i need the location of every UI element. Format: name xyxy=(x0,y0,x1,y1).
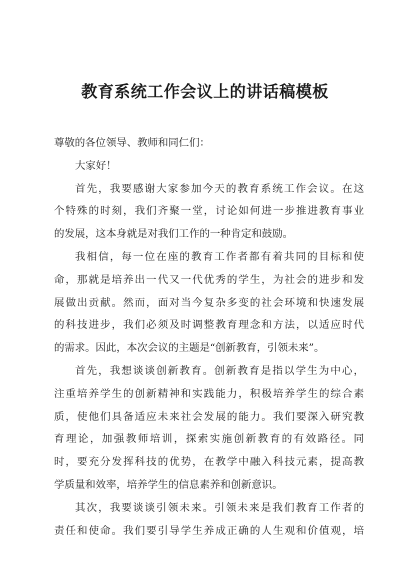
paragraph-2-line-4: 的科技进步，我们必须及时调整教育理念和方法，以适应时代 xyxy=(54,319,364,332)
paragraph-2-line-1: 我相信，每一位在座的教育工作者都有着共同的目标和使 xyxy=(75,250,364,263)
paragraph-1-line-3: 的发展，这本身就是对我们工作的一种肯定和鼓励。 xyxy=(54,228,293,241)
paragraph-3-line-3: 质，使他们具备适应未来社会发展的能力。我们要深入研究教 xyxy=(54,410,364,423)
paragraph-3-line-6: 学质量和效率，培养学生的信息素养和创新意识。 xyxy=(54,478,283,491)
paragraph-3-line-5: 时，要充分发挥科技的优势，在教学中融入科技元素，提高教 xyxy=(54,456,364,469)
paragraph-1-line-2: 个特殊的时刻，我们齐聚一堂，讨论如何进一步推进教育事业 xyxy=(54,205,364,218)
paragraph-3-line-4: 育理论，加强教师培训，探索实施创新教育的有效路径。同 xyxy=(54,433,364,446)
paragraph-2-line-2: 命，那就是培养出一代又一代优秀的学生，为社会的进步和发 xyxy=(54,273,364,286)
salutation: 尊敬的各位领导、教师和同仁们： xyxy=(54,137,210,149)
paragraph-4-line-1: 其次，我要谈谈引领未来。引领未来是我们教育工作者的 xyxy=(75,501,364,514)
paragraph-3-line-1: 首先，我想谈谈创新教育。创新教育是指以学生为中心， xyxy=(75,364,364,377)
paragraph-4-line-2: 责任和使命。我们要引导学生养成正确的人生观和价值观，培 xyxy=(54,524,364,537)
paragraph-3-line-2: 注重培养学生的创新精神和实践能力，积极培养学生的综合素 xyxy=(54,387,364,400)
document-body xyxy=(54,132,364,542)
document-title: 教育系统工作会议上的讲话稿模板 xyxy=(81,82,329,101)
greeting: 大家好！ xyxy=(75,159,117,172)
paragraph-2-line-3: 展做出贡献。然而，面对当今复杂多变的社会环境和快速发展 xyxy=(54,296,364,309)
paragraph-2-line-5: 的需求。因此，本次会议的主题是“创新教育，引领未来”。 xyxy=(54,342,325,355)
paragraph-1-line-1: 首先，我要感谢大家参加今天的教育系统工作会议。在这 xyxy=(75,182,364,195)
